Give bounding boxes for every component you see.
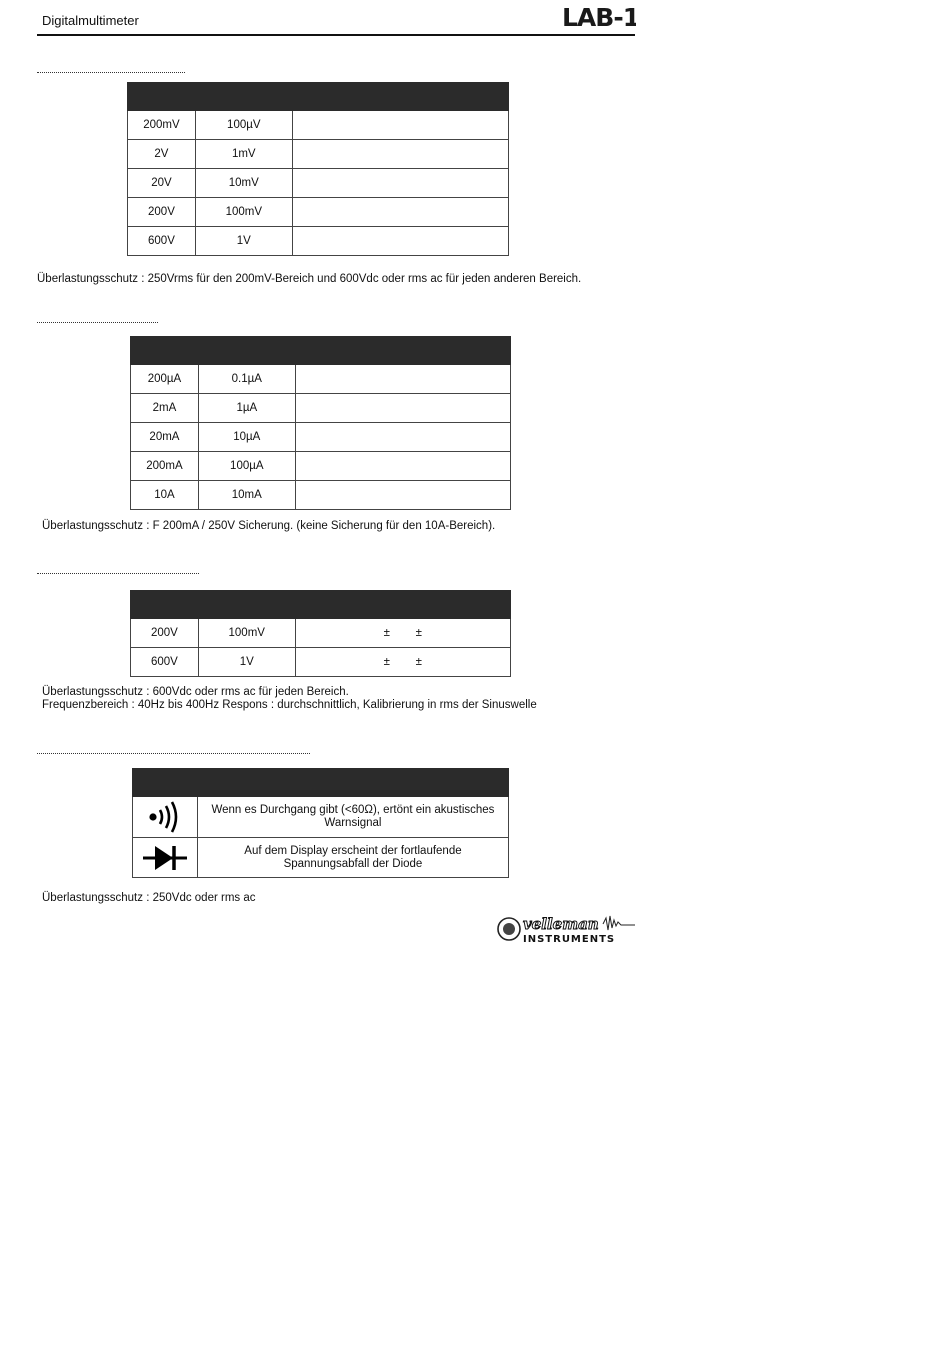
svg-text:INSTRUMENTS: INSTRUMENTS: [523, 934, 616, 944]
overload-note: Überlastungsschutz : 600Vdc oder rms ac für jeden Bereich.: [42, 686, 349, 698]
buzzer-icon: [133, 800, 197, 834]
overload-note: Überlastungsschutz : 250Vrms für den 200mV-Bereich und 600Vdc oder rms ac für jeden anderen Bereich.: [37, 273, 582, 285]
table-row: 600V 1V: [128, 227, 509, 256]
table-header-row: [131, 591, 511, 619]
ac-voltage-table: [130, 590, 511, 677]
table-row: 10A 10mA: [131, 481, 511, 510]
table-row: 2mA 1µA: [131, 394, 511, 423]
table-header-row: [133, 769, 509, 797]
table-row: 20V 10mV: [128, 169, 509, 198]
table-row: Auf dem Display erscheint der fortlaufende Spannungsabfall der Diode: [133, 838, 509, 878]
continuity-diode-table: [132, 768, 509, 878]
dc-current-table: [130, 336, 511, 510]
frequency-note: Frequenzbereich : 40Hz bis 400Hz Respons : durchschnittlich, Kalibrierung in rms der Sinuswelle: [42, 699, 537, 711]
table-row: 600V 1V ± ±: [131, 648, 511, 677]
table-row: 200V 100mV: [128, 198, 509, 227]
lab1-logo: [562, 4, 636, 36]
table-row: 200V 100mV ± ±: [131, 619, 511, 648]
table-row: 200mA 100µA: [131, 452, 511, 481]
overload-note: Überlastungsschutz : F 200mA / 250V Sicherung. (keine Sicherung für den 10A-Bereich).: [42, 520, 496, 532]
table-row: 2V 1mV: [128, 140, 509, 169]
document-title: Digitalmultimeter: [42, 13, 139, 28]
table-header-row: [131, 337, 511, 365]
table-row: 20mA 10µA: [131, 423, 511, 452]
svg-text:velleman: velleman: [523, 915, 599, 933]
dc-voltage-table: [127, 82, 509, 256]
diode-icon: [133, 843, 197, 873]
section-heading-placeholder: [37, 322, 158, 323]
table-row: 200µA 0.1µA: [131, 365, 511, 394]
overload-note: Überlastungsschutz : 250Vdc oder rms ac: [42, 892, 256, 904]
velleman-logo: [497, 914, 635, 944]
table-header-row: [128, 83, 509, 111]
table-row: 200mV 100µV: [128, 111, 509, 140]
section-heading-placeholder: [37, 573, 199, 574]
table-row: Wenn es Durchgang gibt (<60Ω), ertönt ein akustisches Warnsignal: [133, 797, 509, 838]
section-heading-placeholder: [37, 753, 310, 754]
section-heading-placeholder: [37, 72, 185, 73]
svg-text:LAB-1: LAB-1: [562, 4, 636, 30]
header-rule: [37, 34, 635, 36]
